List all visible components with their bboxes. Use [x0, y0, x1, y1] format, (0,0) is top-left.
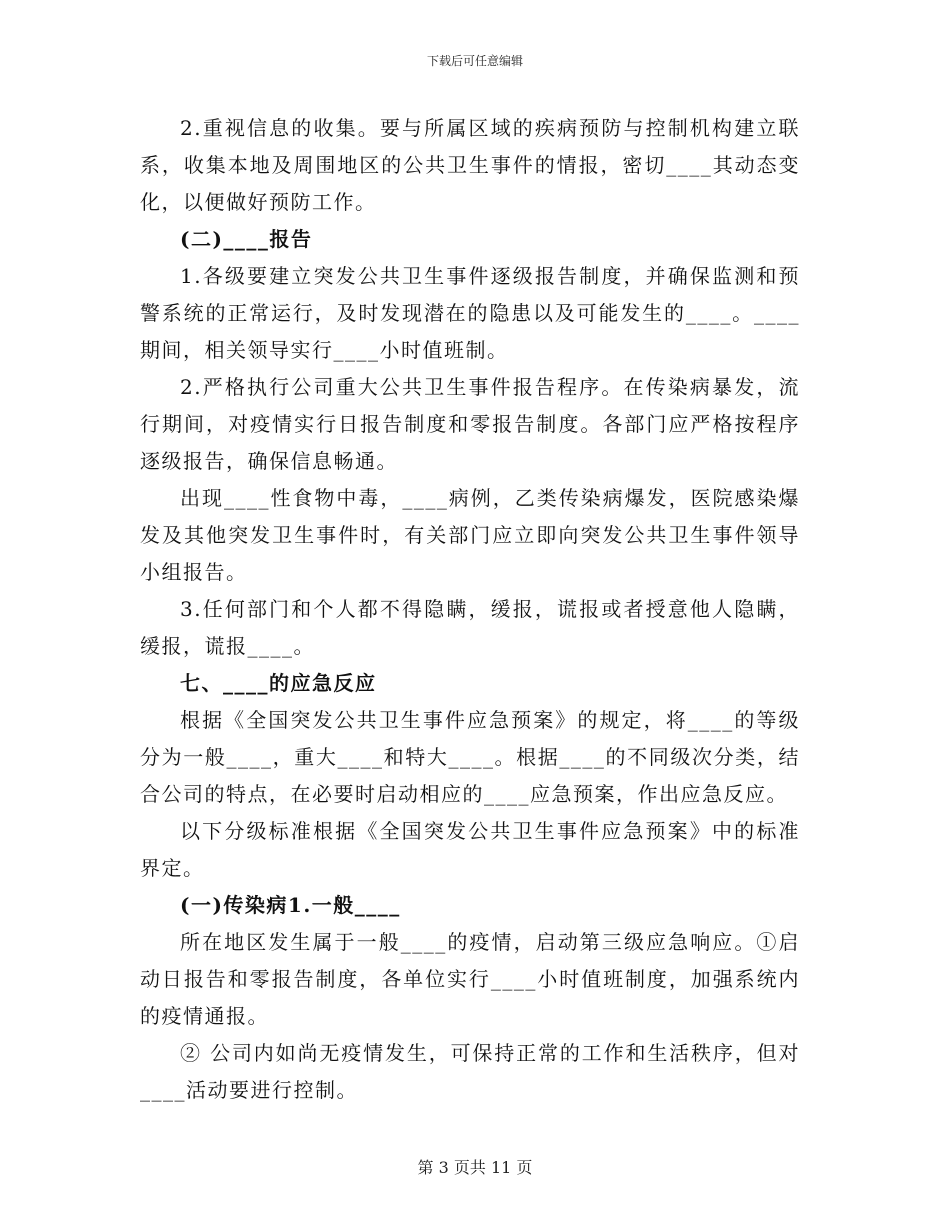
paragraph-report-system: 1.各级要建立突发公共卫生事件逐级报告制度，并确保监测和预警系统的正常运行，及时发现潜在的隐患以及可能发生的____。____期间，相关领导实行____小时值班制。 — [140, 264, 800, 362]
heading-infectious-disease: (一)传染病1.一般____ — [180, 893, 401, 917]
page-header: 下载后可任意编辑 — [426, 54, 523, 68]
document-body — [140, 110, 800, 1109]
paragraph-report-procedure: 2.严格执行公司重大公共卫生事件报告程序。在传染病暴发，流行期间，对疫情实行日报告制度和零报告制度。各部门应严格按程序逐级报告，确保信息畅通。 — [140, 375, 800, 473]
page-footer: 第 3 页共 11 页 — [417, 1158, 533, 1177]
paragraph-standard: 以下分级标准根据《全国突发公共卫生事件应急预案》中的标准界定。 — [140, 819, 800, 880]
paragraph-no-concealment: 3.任何部门和个人都不得隐瞒，缓报，谎报或者授意他人隐瞒，缓报，谎报____。 — [140, 597, 800, 658]
paragraph-level-three-response: 所在地区发生属于一般____的疫情，启动第三级应急响应。①启动日报告和零报告制度，各单位实行____小时值班制度，加强系统内的疫情通报。 — [140, 930, 800, 1028]
paragraph-info-collection: 2.重视信息的收集。要与所属区域的疾病预防与控制机构建立联系，收集本地及周围地区的公共卫生事件的情报，密切____其动态变化，以便做好预防工作。 — [140, 116, 800, 214]
heading-report: (二)____报告 — [180, 227, 313, 251]
heading-emergency-response: 七、____的应急反应 — [180, 671, 377, 695]
paragraph-report-events: 出现____性食物中毒，____病例，乙类传染病爆发，医院感染爆发及其他突发卫生事件时，有关部门应立即向突发公共卫生事件领导小组报告。 — [140, 486, 800, 584]
paragraph-no-outbreak: ② 公司内如尚无疫情发生，可保持正常的工作和生活秩序，但对____活动要进行控制。 — [140, 1041, 800, 1102]
paragraph-grading: 根据《全国突发公共卫生事件应急预案》的规定，将____的等级分为一般____，重大____和特大____。根据____的不同级次分类，结合公司的特点，在必要时启动相应的____应急预案，作出应急反应。 — [140, 708, 800, 806]
